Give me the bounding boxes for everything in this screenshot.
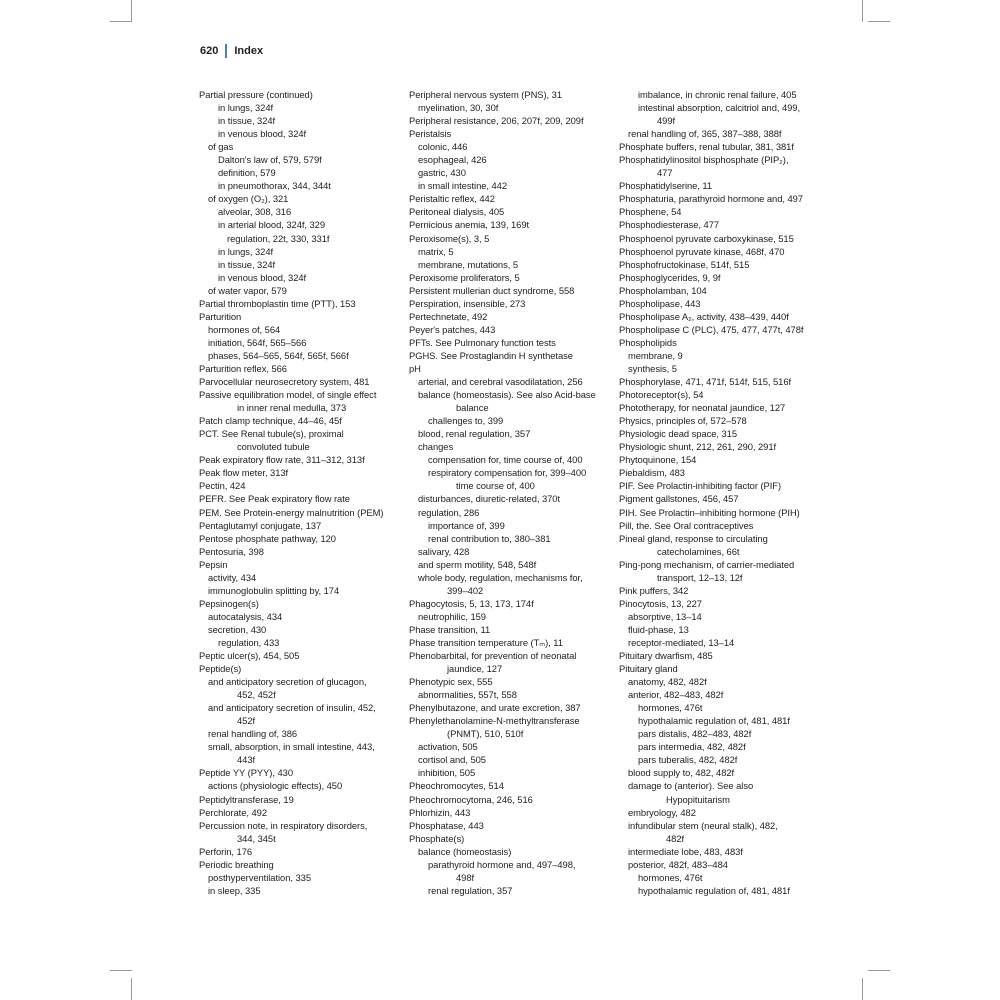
index-entry: matrix, 5 bbox=[418, 245, 454, 257]
index-entry: pars distalis, 482–483, 482f bbox=[638, 728, 752, 740]
index-entry: Pentosuria, 398 bbox=[199, 545, 264, 557]
index-entry: alveolar, 308, 316 bbox=[218, 206, 292, 218]
index-entry: Piebaldism, 483 bbox=[619, 467, 685, 479]
index-entry: Phospholipids bbox=[619, 336, 677, 348]
index-entry: Partial thromboplastin time (PTT), 153 bbox=[199, 297, 356, 309]
index-entry: Phosphoenol pyruvate carboxykinase, 515 bbox=[619, 232, 794, 244]
index-entry: Phosphatidylinositol bisphosphate (PIP₂), bbox=[619, 154, 789, 166]
index-entry: Photoreceptor(s), 54 bbox=[619, 389, 704, 401]
index-entry: and anticipatory secretion of insulin, 452, bbox=[208, 702, 376, 714]
index-entry: Phospholipase A₂, activity, 438–439, 440f bbox=[619, 310, 789, 322]
index-entry: definition, 579 bbox=[218, 167, 276, 179]
index-entry: Pinocytosis, 13, 227 bbox=[619, 597, 702, 609]
index-entry: whole body, regulation, mechanisms for, bbox=[418, 571, 583, 583]
index-entry: in tissue, 324f bbox=[218, 115, 276, 127]
index-entry: Peptide YY (PYY), 430 bbox=[199, 767, 293, 779]
index-entry: Pertechnetate, 492 bbox=[409, 310, 488, 322]
index-entry: embryology, 482 bbox=[628, 806, 696, 818]
index-entry: challenges to, 399 bbox=[428, 415, 504, 427]
index-entry: Pheochromocytes, 514 bbox=[409, 780, 504, 792]
index-entry: time course of, 400 bbox=[456, 480, 535, 492]
index-entry: Phenylethanolamine-N-methyltransferase bbox=[409, 715, 580, 727]
index-entry: catecholamines, 66t bbox=[657, 545, 740, 557]
index-entry: membrane, 9 bbox=[628, 349, 683, 361]
index-entry: in arterial blood, 324f, 329 bbox=[218, 219, 326, 231]
index-entry: and anticipatory secretion of glucagon, bbox=[208, 676, 367, 688]
index-entry: Pheochromocytoma, 246, 516 bbox=[409, 793, 533, 805]
index-entry: balance (homeostasis) bbox=[418, 845, 512, 857]
section-title: Index bbox=[234, 45, 264, 57]
index-entry: Parturition bbox=[199, 310, 242, 322]
index-entry: Pituitary gland bbox=[619, 663, 678, 675]
index-entry: Phagocytosis, 5, 13, 173, 174f bbox=[409, 597, 534, 609]
index-entry: Parturition reflex, 566 bbox=[199, 362, 287, 374]
index-entry: disturbances, diuretic-related, 370t bbox=[418, 493, 561, 505]
index-entry: 499f bbox=[657, 115, 676, 127]
index-entry: regulation, 286 bbox=[418, 506, 480, 518]
index-entry: Peyer's patches, 443 bbox=[409, 323, 496, 335]
index-entry: Phosphodiesterase, 477 bbox=[619, 219, 720, 231]
index-entry: intestinal absorption, calcitriol and, 499, bbox=[638, 102, 801, 114]
index-entry: in lungs, 324f bbox=[218, 245, 274, 257]
index-entry: anterior, 482–483, 482f bbox=[628, 689, 724, 701]
index-entry: regulation, 433 bbox=[218, 636, 280, 648]
index-column-1 bbox=[199, 88, 404, 897]
index-entry: secretion, 430 bbox=[208, 623, 267, 635]
index-entry: phases, 564–565, 564f, 565f, 566f bbox=[208, 349, 349, 361]
index-entry: Peristaltic reflex, 442 bbox=[409, 193, 495, 205]
index-entry: blood supply to, 482, 482f bbox=[628, 767, 735, 779]
index-entry: Perspiration, insensible, 273 bbox=[409, 297, 526, 309]
index-entry: anatomy, 482, 482f bbox=[628, 676, 707, 688]
index-entry: Physiologic shunt, 212, 261, 290, 291f bbox=[619, 441, 777, 453]
page-number: 620 bbox=[200, 45, 219, 57]
index-entry: Pentaglutamyl conjugate, 137 bbox=[199, 519, 322, 531]
index-entry: Pineal gland, response to circulating bbox=[619, 532, 768, 544]
index-entry: PCT. See Renal tubule(s), proximal bbox=[199, 428, 344, 440]
index-column-2 bbox=[409, 88, 614, 897]
index-entry: Peak expiratory flow rate, 311–312, 313f bbox=[199, 454, 365, 466]
crop-mark bbox=[862, 0, 863, 22]
index-entry: 399–402 bbox=[447, 584, 484, 596]
index-entry: initiation, 564f, 565–566 bbox=[208, 336, 307, 348]
index-entry: imbalance, in chronic renal failure, 405 bbox=[638, 89, 797, 100]
index-entry: 344, 345t bbox=[237, 832, 276, 844]
index-entry: Phosphene, 54 bbox=[619, 206, 682, 218]
index-entry: small, absorption, in small intestine, 443, bbox=[208, 741, 375, 753]
crop-mark bbox=[131, 978, 132, 1000]
index-entry: renal contribution to, 380–381 bbox=[428, 532, 551, 544]
crop-mark bbox=[862, 978, 863, 1000]
index-entry: PIF. See Prolactin-inhibiting factor (PIF) bbox=[619, 480, 782, 492]
index-entry: PGHS. See Prostaglandin H synthetase bbox=[409, 349, 573, 361]
index-entry: pars intermedia, 482, 482f bbox=[638, 741, 746, 753]
index-entry: in tissue, 324f bbox=[218, 258, 276, 270]
index-entry: Peripheral resistance, 206, 207f, 209, 209f bbox=[409, 115, 584, 127]
index-entry: Peptide(s) bbox=[199, 663, 242, 675]
index-entry: changes bbox=[418, 441, 454, 453]
index-entry: in sleep, 335 bbox=[208, 884, 261, 896]
index-entry: pars tuberalis, 482, 482f bbox=[638, 754, 738, 766]
index-entry: Phase transition temperature (Tₘ), 11 bbox=[409, 636, 563, 648]
index-entry: Pepsin bbox=[199, 558, 228, 570]
index-entry: intermediate lobe, 483, 483f bbox=[628, 845, 743, 857]
index-entry: of oxygen (O₂), 321 bbox=[208, 193, 289, 205]
index-entry: Passive equilibration model, of single effect bbox=[199, 389, 377, 401]
index-entry: Phenylbutazone, and urate excretion, 387 bbox=[409, 702, 581, 714]
index-entry: Phenotypic sex, 555 bbox=[409, 676, 493, 688]
index-entry: Phytoquinone, 154 bbox=[619, 454, 697, 466]
index-entry: Percussion note, in respiratory disorders, bbox=[199, 819, 368, 831]
index-entry: 477 bbox=[657, 167, 673, 179]
index-entry: Ping-pong mechanism, of carrier-mediated bbox=[619, 558, 795, 570]
index-entry: Persistent mullerian duct syndrome, 558 bbox=[409, 284, 575, 296]
index-entry: hormones, 476t bbox=[638, 702, 703, 714]
index-entry: hypothalamic regulation of, 481, 481f bbox=[638, 715, 790, 727]
index-entry: hypothalamic regulation of, 481, 481f bbox=[638, 884, 790, 896]
index-entry: Pituitary dwarfism, 485 bbox=[619, 650, 713, 662]
index-entry: renal regulation, 357 bbox=[428, 884, 513, 896]
index-entry: cortisol and, 505 bbox=[418, 754, 486, 766]
crop-mark bbox=[868, 970, 890, 971]
index-entry: actions (physiologic effects), 450 bbox=[208, 780, 343, 792]
index-entry: gastric, 430 bbox=[418, 167, 466, 179]
index-entry: parathyroid hormone and, 497–498, bbox=[428, 858, 576, 870]
index-entry: receptor-mediated, 13–14 bbox=[628, 636, 735, 648]
index-entry: Periodic breathing bbox=[199, 858, 274, 870]
index-entry: posterior, 482f, 483–484 bbox=[628, 858, 728, 870]
index-entry: Phospholamban, 104 bbox=[619, 284, 707, 296]
index-entry: PIH. See Prolactin–inhibiting hormone (PIH) bbox=[619, 506, 800, 518]
index-entry: 452f bbox=[237, 715, 256, 727]
index-entry: hormones of, 564 bbox=[208, 323, 281, 335]
index-entry: esophageal, 426 bbox=[418, 154, 487, 166]
index-entry: Phosphoglycerides, 9, 9f bbox=[619, 271, 721, 283]
index-entry: Dalton's law of, 579, 579f bbox=[218, 154, 322, 166]
index-entry: PEFR. See Peak expiratory flow rate bbox=[199, 493, 350, 505]
index-entry: Partial pressure (continued) bbox=[199, 89, 313, 100]
index-entry: in venous blood, 324f bbox=[218, 128, 307, 140]
index-entry: PEM. See Protein-energy malnutrition (PEM) bbox=[199, 506, 384, 518]
index-entry: Peroxisome(s), 3, 5 bbox=[409, 232, 490, 244]
index-entry: regulation, 22t, 330, 331f bbox=[227, 232, 330, 244]
index-column-3 bbox=[619, 88, 834, 897]
index-entry: Peroxisome proliferators, 5 bbox=[409, 271, 520, 283]
index-entry: and sperm motility, 548, 548f bbox=[418, 558, 537, 570]
index-entry: Phospholipase C (PLC), 475, 477, 477t, 478f bbox=[619, 323, 804, 335]
index-entry: transport, 12–13, 12f bbox=[657, 571, 743, 583]
index-entry: activity, 434 bbox=[208, 571, 257, 583]
index-entry: autocatalysis, 434 bbox=[208, 610, 283, 622]
index-entry: Pentose phosphate pathway, 120 bbox=[199, 532, 336, 544]
index-entry: neutrophilic, 159 bbox=[418, 610, 486, 622]
index-entry: in inner renal medulla, 373 bbox=[237, 402, 347, 414]
index-entry: Pernicious anemia, 139, 169t bbox=[409, 219, 530, 231]
index-entry: Phosphofructokinase, 514f, 515 bbox=[619, 258, 750, 270]
index-entry: Phase transition, 11 bbox=[409, 623, 491, 635]
index-entry: Pectin, 424 bbox=[199, 480, 246, 492]
crop-mark bbox=[110, 21, 132, 22]
index-entry: fluid-phase, 13 bbox=[628, 623, 689, 635]
index-entry: pH bbox=[409, 362, 421, 374]
index-entry: Pill, the. See Oral contraceptives bbox=[619, 519, 754, 531]
index-entry: activation, 505 bbox=[418, 741, 478, 753]
index-entry: respiratory compensation for, 399–400 bbox=[428, 467, 587, 479]
index-entry: jaundice, 127 bbox=[447, 663, 503, 675]
index-entry: Hypopituitarism bbox=[666, 793, 730, 805]
index-entry: 498f bbox=[456, 871, 475, 883]
index-entry: arterial, and cerebral vasodilatation, 256 bbox=[418, 376, 583, 388]
index-entry: Peristalsis bbox=[409, 128, 452, 140]
crop-mark bbox=[868, 21, 890, 22]
index-entry: Peak flow meter, 313f bbox=[199, 467, 289, 479]
index-entry: Parvocellular neurosecretory system, 481 bbox=[199, 376, 370, 388]
index-entry: blood, renal regulation, 357 bbox=[418, 428, 531, 440]
index-entry: inhibition, 505 bbox=[418, 767, 476, 779]
index-entry: Phenobarbital, for prevention of neonatal bbox=[409, 650, 577, 662]
index-entry: Phosphaturia, parathyroid hormone and, 497 bbox=[619, 193, 803, 205]
index-entry: membrane, mutations, 5 bbox=[418, 258, 518, 270]
index-entry: colonic, 446 bbox=[418, 141, 468, 153]
index-entry: Peritoneal dialysis, 405 bbox=[409, 206, 505, 218]
index-entry: synthesis, 5 bbox=[628, 362, 677, 374]
index-entry: infundibular stem (neural stalk), 482, bbox=[628, 819, 778, 831]
index-entry: renal handling of, 386 bbox=[208, 728, 298, 740]
index-entry: in venous blood, 324f bbox=[218, 271, 307, 283]
index-entry: compensation for, time course of, 400 bbox=[428, 454, 583, 466]
index-entry: Phosphoenol pyruvate kinase, 468f, 470 bbox=[619, 245, 785, 257]
index-entry: Phosphorylase, 471, 471f, 514f, 515, 516f bbox=[619, 376, 792, 388]
index-entry: Phospholipase, 443 bbox=[619, 297, 701, 309]
index-entry: Pepsinogen(s) bbox=[199, 597, 259, 609]
index-entry: Physiologic dead space, 315 bbox=[619, 428, 738, 440]
header-divider bbox=[225, 44, 227, 58]
index-entry: Perchlorate, 492 bbox=[199, 806, 267, 818]
index-entry: Pigment gallstones, 456, 457 bbox=[619, 493, 739, 505]
index-entry: Peptidyltransferase, 19 bbox=[199, 793, 294, 805]
crop-mark bbox=[110, 970, 132, 971]
index-entry: renal handling of, 365, 387–388, 388f bbox=[628, 128, 782, 140]
index-entry: Perforin, 176 bbox=[199, 845, 253, 857]
index-entry: Phototherapy, for neonatal jaundice, 127 bbox=[619, 402, 786, 414]
index-entry: importance of, 399 bbox=[428, 519, 505, 531]
index-entry: 443f bbox=[237, 754, 256, 766]
index-entry: posthyperventilation, 335 bbox=[208, 871, 311, 883]
index-entry: immunoglobulin splitting by, 174 bbox=[208, 584, 340, 596]
index-entry: Peptic ulcer(s), 454, 505 bbox=[199, 650, 300, 662]
index-entry: Pink puffers, 342 bbox=[619, 584, 689, 596]
index-entry: Phosphate buffers, renal tubular, 381, 381f bbox=[619, 141, 794, 153]
crop-mark bbox=[131, 0, 132, 22]
index-entry: balance (homeostasis). See also Acid-base bbox=[418, 389, 596, 401]
index-entry: Phosphate(s) bbox=[409, 832, 465, 844]
index-entry: Patch clamp technique, 44–46, 45f bbox=[199, 415, 342, 427]
index-entry: myelination, 30, 30f bbox=[418, 102, 499, 114]
index-entry: Phlorhizin, 443 bbox=[409, 806, 471, 818]
index-entry: balance bbox=[456, 402, 489, 414]
index-entry: 482f bbox=[666, 832, 685, 844]
index-entry: Phosphatase, 443 bbox=[409, 819, 484, 831]
index-entry: in pneumothorax, 344, 344t bbox=[218, 180, 331, 192]
index-entry: convoluted tubule bbox=[237, 441, 310, 453]
index-entry: (PNMT), 510, 510f bbox=[447, 728, 524, 740]
index-entry: Peripheral nervous system (PNS), 31 bbox=[409, 89, 562, 100]
index-entry: 452, 452f bbox=[237, 689, 276, 701]
index-entry: Phosphatidylserine, 11 bbox=[619, 180, 713, 192]
index-entry: of gas bbox=[208, 141, 234, 153]
index-entry: in lungs, 324f bbox=[218, 102, 274, 114]
index-entry: abnormalities, 557t, 558 bbox=[418, 689, 517, 701]
index-entry: PFTs. See Pulmonary function tests bbox=[409, 336, 556, 348]
index-entry: hormones, 476t bbox=[638, 871, 703, 883]
index-entry: of water vapor, 579 bbox=[208, 284, 287, 296]
index-entry: Physics, principles of, 572–578 bbox=[619, 415, 747, 427]
index-entry: damage to (anterior). See also bbox=[628, 780, 754, 792]
running-header bbox=[200, 44, 263, 58]
index-entry: absorptive, 13–14 bbox=[628, 610, 702, 622]
index-entry: salivary, 428 bbox=[418, 545, 470, 557]
index-entry: in small intestine, 442 bbox=[418, 180, 508, 192]
